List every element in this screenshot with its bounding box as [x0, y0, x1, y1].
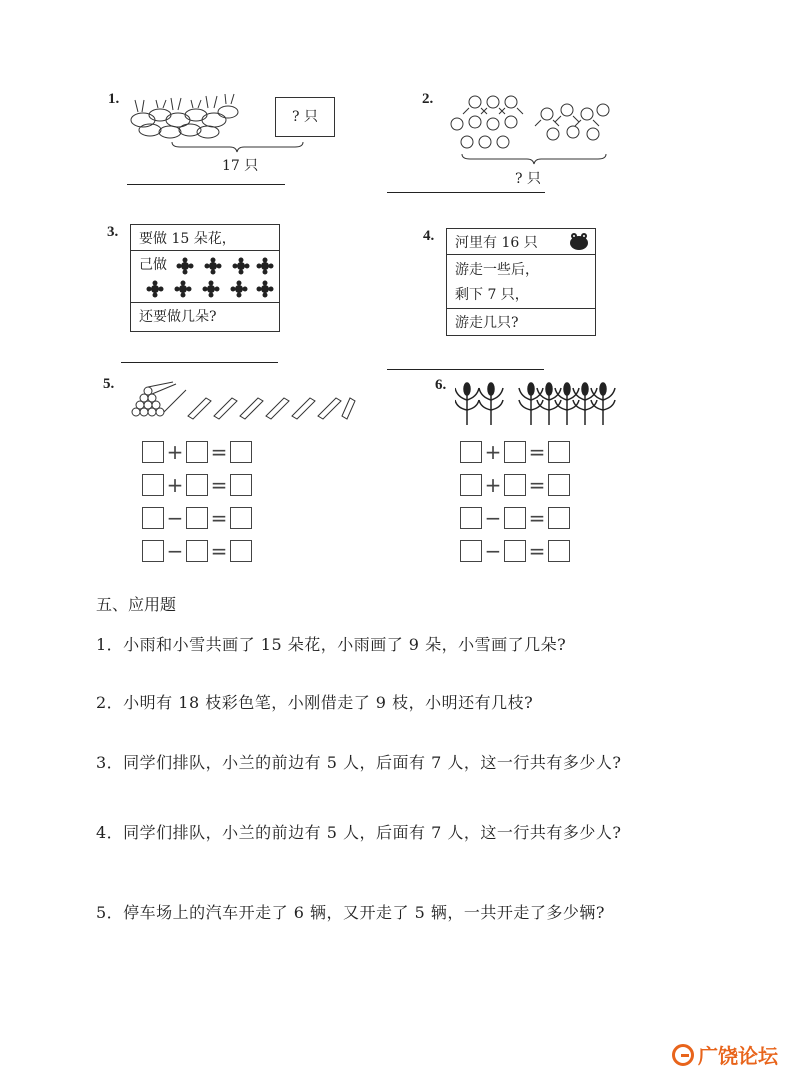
unknown-count-label: ? 只 — [292, 109, 318, 125]
answer-box[interactable] — [460, 507, 482, 529]
answer-box[interactable] — [142, 441, 164, 463]
frog-icon — [567, 231, 591, 253]
answer-box[interactable] — [460, 474, 482, 496]
total-brace — [170, 140, 305, 154]
unknown-count-box — [275, 97, 335, 137]
frog-row-middle — [447, 255, 595, 309]
minus-sign: − — [166, 506, 184, 530]
answer-line-3 — [121, 362, 278, 363]
frog-row-total-label: 河里有 16 只 — [455, 235, 538, 251]
minus-sign: − — [484, 539, 502, 563]
equation-5-4 — [142, 540, 252, 562]
answer-box[interactable] — [186, 507, 208, 529]
answer-box[interactable] — [548, 540, 570, 562]
answer-box[interactable] — [548, 507, 570, 529]
question-number-6: 6. — [435, 377, 447, 393]
question-number-4: 4. — [423, 228, 435, 244]
answer-box[interactable] — [142, 474, 164, 496]
frog-table — [446, 228, 596, 336]
flower-row-done — [131, 251, 279, 303]
equals-sign: = — [528, 473, 546, 497]
rabbits-illustration — [128, 90, 243, 145]
answer-box[interactable] — [230, 474, 252, 496]
frog-row-swam: 游走一些后， — [455, 262, 539, 278]
answer-box[interactable] — [186, 441, 208, 463]
chicks-illustration — [445, 92, 615, 154]
plus-sign: + — [484, 440, 502, 464]
unknown-count-label-2: ? 只 — [515, 171, 541, 187]
answer-box[interactable] — [142, 540, 164, 562]
answer-box[interactable] — [460, 540, 482, 562]
equals-sign: = — [210, 539, 228, 563]
equation-6-3 — [460, 507, 570, 529]
plus-sign: + — [484, 473, 502, 497]
plus-sign: + — [166, 440, 184, 464]
equals-sign: = — [210, 473, 228, 497]
equation-5-2 — [142, 474, 252, 496]
answer-box[interactable] — [230, 507, 252, 529]
forum-watermark — [672, 1040, 778, 1069]
corn-plants-illustration — [455, 375, 620, 430]
answer-box[interactable] — [504, 474, 526, 496]
flowers-illustration — [137, 255, 277, 301]
answer-box[interactable] — [230, 441, 252, 463]
answer-box[interactable] — [230, 540, 252, 562]
equation-6-4 — [460, 540, 570, 562]
word-problem-4: 4．同学们排队，小兰的前边有 5 人，后面有 7 人，这一行共有多少人? — [96, 823, 622, 842]
total-label: 17 只 — [222, 158, 259, 174]
section-title: 五、应用题 — [96, 595, 177, 614]
equation-5-1 — [142, 441, 252, 463]
equation-5-3 — [142, 507, 252, 529]
word-problem-1: 1．小雨和小雪共画了 15 朵花，小雨画了 9 朵，小雪画了几朵? — [96, 635, 567, 654]
word-problem-2: 2．小明有 18 枝彩色笔，小刚借走了 9 枝，小明还有几枝? — [96, 693, 534, 712]
plus-sign: + — [166, 473, 184, 497]
total-brace-2 — [460, 152, 610, 166]
flower-row-goal: 要做 15 朵花， — [131, 225, 279, 251]
flower-table — [130, 224, 280, 332]
frog-row-total — [447, 229, 595, 255]
word-problem-5: 5．停车场上的汽车开走了 6 辆，又开走了 5 辆，一共开走了多少辆? — [96, 903, 605, 922]
equals-sign: = — [210, 440, 228, 464]
answer-box[interactable] — [504, 441, 526, 463]
flower-row-question: 还要做几朵? — [139, 309, 217, 325]
question-number-1: 1. — [108, 91, 120, 107]
minus-sign: − — [166, 539, 184, 563]
answer-box[interactable] — [460, 441, 482, 463]
equals-sign: = — [528, 506, 546, 530]
equation-6-2 — [460, 474, 570, 496]
sticks-illustration — [128, 380, 360, 420]
equals-sign: = — [210, 506, 228, 530]
watermark-text: 广饶论坛 — [698, 1044, 778, 1068]
answer-line-1 — [127, 184, 285, 185]
question-number-5: 5. — [103, 376, 115, 392]
answer-box[interactable] — [548, 441, 570, 463]
word-problem-3: 3．同学们排队，小兰的前边有 5 人，后面有 7 人，这一行共有多少人? — [96, 753, 622, 772]
equals-sign: = — [528, 539, 546, 563]
answer-line-4 — [387, 369, 544, 370]
answer-box[interactable] — [186, 474, 208, 496]
frog-row-left: 剩下 7 只， — [455, 287, 529, 303]
answer-box[interactable] — [186, 540, 208, 562]
question-number-3: 3. — [107, 224, 119, 240]
flower-row-done-label: 己做 — [139, 257, 167, 273]
frog-row-question: 游走几只? — [455, 315, 519, 331]
answer-box[interactable] — [548, 474, 570, 496]
minus-sign: − — [484, 506, 502, 530]
answer-box[interactable] — [142, 507, 164, 529]
answer-box[interactable] — [504, 507, 526, 529]
answer-line-2 — [387, 192, 545, 193]
answer-box[interactable] — [504, 540, 526, 562]
equals-sign: = — [528, 440, 546, 464]
logo-g-icon — [672, 1044, 694, 1066]
question-number-2: 2. — [422, 91, 434, 107]
equation-6-1 — [460, 441, 570, 463]
